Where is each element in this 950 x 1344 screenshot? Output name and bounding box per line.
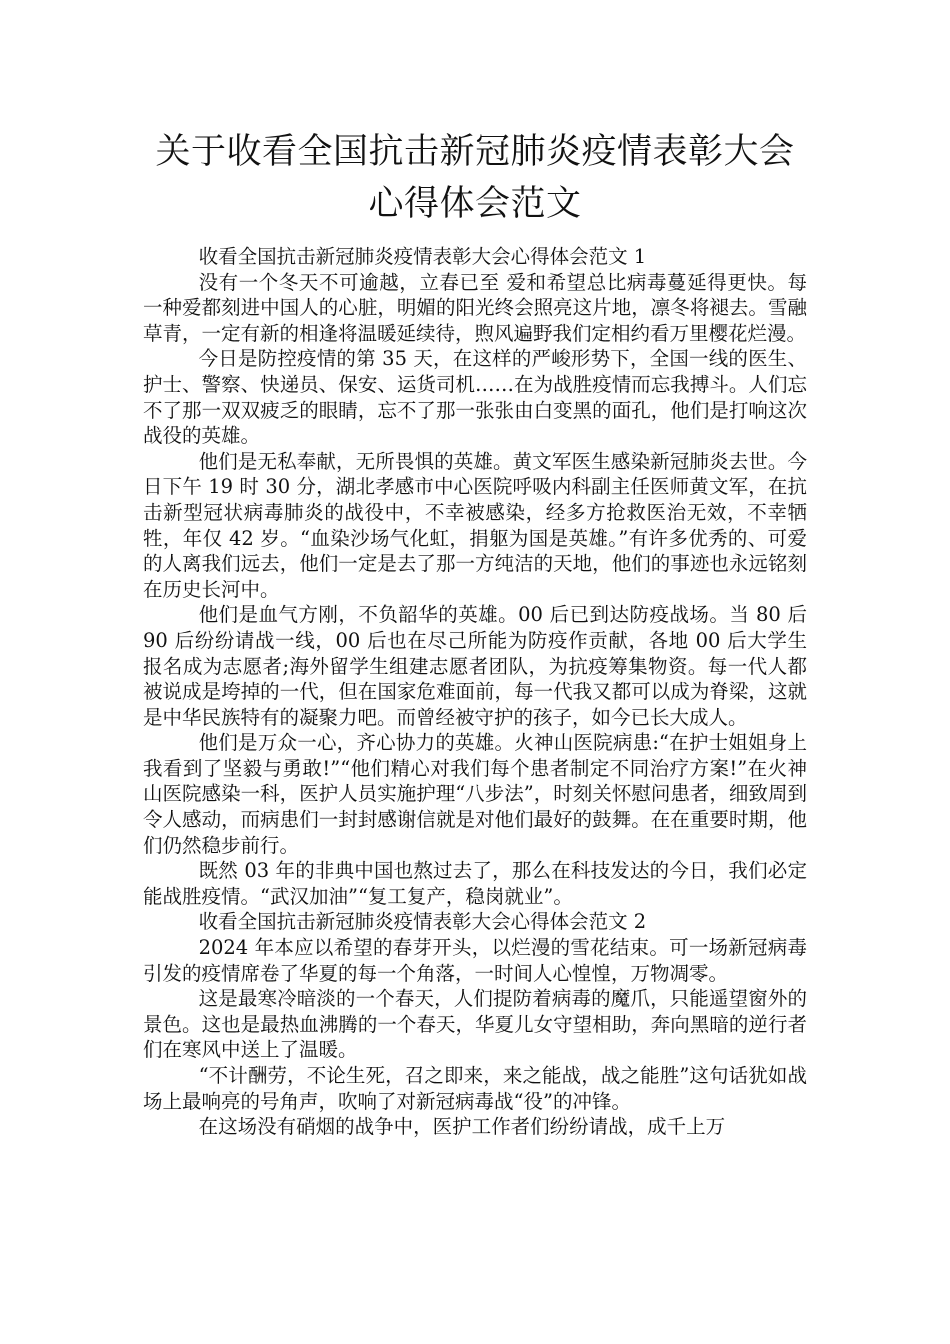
paragraph: 他们是万众一心，齐心协力的英雄。火神山医院病患:“在护士姐姐身上我看到了坚毅与勇敢!”“他们精心对我们每个患者制定不同治疗方案!”在火神山医院感染一科，医护人员实施护理“八步法”，时刻关怀慰问患者，细致周到令人感动，而病患们一封封感谢信就是对他们最好的鼓舞。在在重要时期，他们仍然稳步前行。 — [143, 731, 807, 857]
section-heading-1: 收看全国抗击新冠肺炎疫情表彰大会心得体会范文 1 — [198, 245, 647, 268]
document-body — [143, 244, 807, 1140]
paragraph: 没有一个冬天不可逾越，立春已至 爱和希望总比病毒蔓延得更快。每一种爱都刻进中国人的心脏，明媚的阳光终会照亮这片地，凛冬将褪去。雪融草青，一定有新的相逢将温暖延续待，煦风遍野我们定相约看万里樱花烂漫。 — [143, 270, 807, 345]
section-heading-2: 收看全国抗击新冠肺炎疫情表彰大会心得体会范文 2 — [198, 910, 647, 934]
paragraph: 今日是防控疫情的第 35 天，在这样的严峻形势下，全国一线的医生、护士、警察、快递员、保安、运货司机……在为战胜疫情而忘我搏斗。人们忘不了那一双双疲乏的眼睛，忘不了那一张张由白变黑的面孔，他们是打响这次战役的英雄。 — [143, 347, 807, 448]
title-line-1: 关于收看全国抗击新冠肺炎疫情表彰大会 — [155, 132, 795, 172]
paragraph: 既然 03 年的非典中国也熬过去了，那么在科技发达的今日，我们必定能战胜疫情。“武汉加油”“复工复产，稳岗就业”。 — [143, 859, 807, 908]
paragraph: 他们是无私奉献，无所畏惧的英雄。黄文军医生感染新冠肺炎去世。今日下午 19 时 30 分，湖北孝感市中心医院呼吸内科副主任医师黄文军，在抗击新型冠状病毒肺炎的战役中，不幸被感染，经多方抢救医治无效，不幸牺牲，年仅 42 岁。“血染沙场气化虹，捐躯为国是英雄。”有许多优秀的、可爱的人离我们远去，他们一定是去了那一方纯洁的天地，他们的事迹也永远铭刻在历史长河中。 — [143, 449, 807, 601]
paragraph: 在这场没有硝烟的战争中，医护工作者们纷纷请战，成千上万 — [198, 1115, 726, 1139]
paragraph: 这是最寒冷暗淡的一个春天，人们提防着病毒的魔爪，只能遥望窗外的景色。这也是最热血沸腾的一个春天，华夏儿女守望相助，奔向黑暗的逆行者们在寒风中送上了温暖。 — [143, 987, 807, 1062]
paragraph: 2024 年本应以希望的春芽开头，以烂漫的雪花结束。可一场新冠病毒引发的疫情席卷了华夏的每一个角落，一时间人心惶惶，万物凋零。 — [143, 936, 807, 985]
paragraph: 他们是血气方刚，不负韶华的英雄。00 后已到达防疫战场。当 80 后 90 后纷纷请战一线，00 后也在尽己所能为防疫作贡献，各地 00 后大学生报名成为志愿者;海外留学生组建志愿者团队，为抗疫筹集物资。每一代人都被说成是垮掉的一代，但在国家危难面前，每一代我又都可以成为脊梁，这就是中华民族特有的凝聚力吧。而曾经被守护的孩子，如今已长大成人。 — [143, 603, 807, 729]
document-title — [117, 126, 833, 230]
paragraph: “不计酬劳，不论生死，召之即来，来之能战，战之能胜”这句话犹如战场上最响亮的号角声，吹响了对新冠病毒战“役”的冲锋。 — [143, 1064, 807, 1113]
title-line-2: 心得体会范文 — [368, 184, 582, 224]
